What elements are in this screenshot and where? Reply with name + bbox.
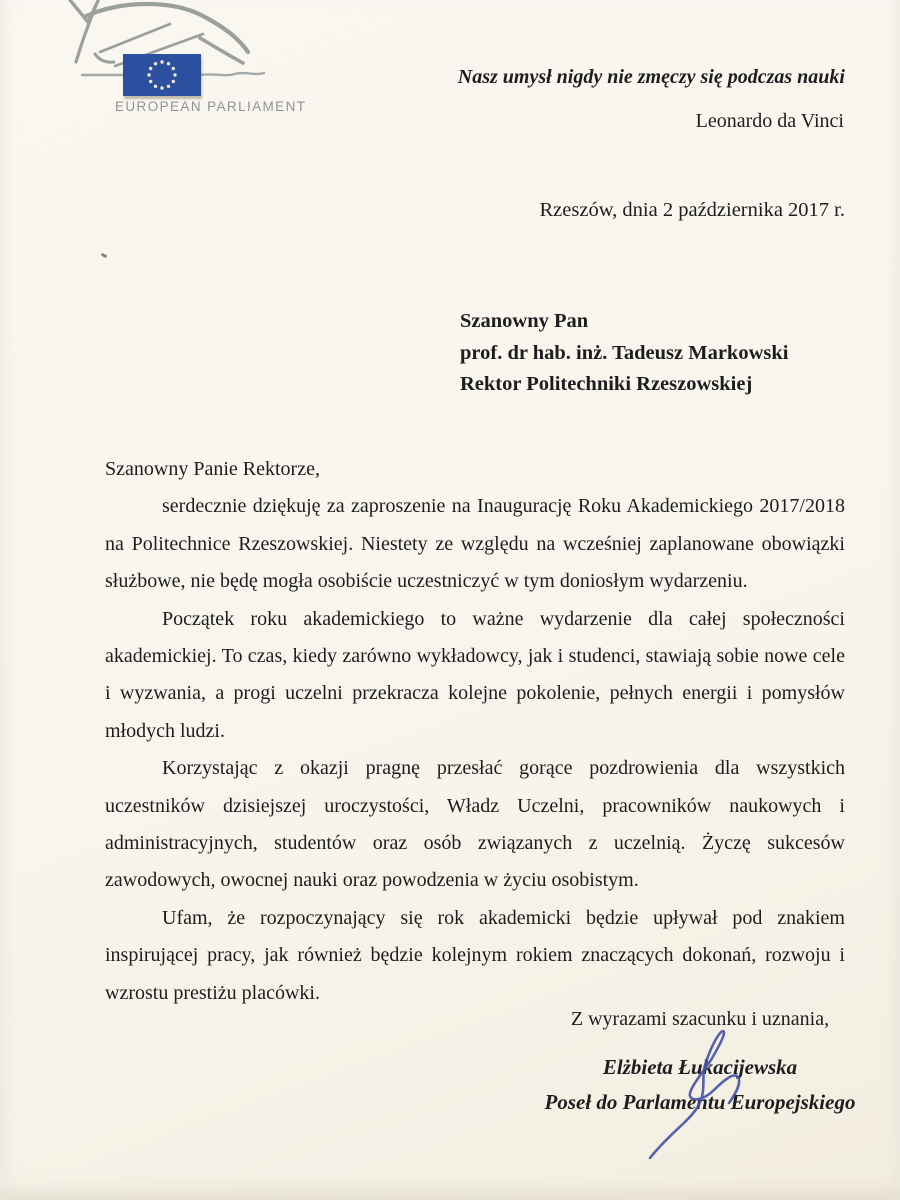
motto-attribution: Leonardo da Vinci	[695, 110, 844, 132]
handwritten-signature	[585, 1018, 775, 1173]
eu-flag-icon	[123, 54, 201, 96]
body-paragraph: serdecznie dziękuję za zaproszenie na Inaugurację Roku Akademickiego 2017/2018 na Politechnice Rzeszowskiej. Niestety ze względu na wcześniej zaplanowane obowiązki służbowe, nie będę mogła osobiście uczestniczyć w tym doniosłym wydarzeniu.	[105, 495, 845, 593]
dateline: Rzeszów, dnia 2 października 2017 r.	[539, 199, 845, 221]
recipient-honorific: Szanowny Pan	[460, 310, 589, 332]
recipient-name: prof. dr hab. inż. Tadeusz Markowski	[460, 341, 789, 364]
body-paragraph: Początek roku akademickiego to ważne wydarzenie dla całej społeczności akademickiej. To czas, kiedy zarówno wykładowcy, jak i studenci, stawiają sobie nowe cele i wyzwania, a progi uczelni przekracza kolejne pokolenie, pełnych energii i pomysłów młodych ludzi.	[105, 607, 845, 742]
scan-artifact-mark	[101, 253, 108, 258]
body-paragraph: Korzystając z okazji pragnę przesłać gorące pozdrowienia dla wszystkich uczestników dzisiejszej uroczystości, Władz Uczelni, pracowników naukowych i administracyjnych, studentów oraz osób związanych z uczelnią. Życzę sukcesów zawodowych, owocnej nauki oraz powodzenia w życiu osobistym.	[105, 757, 845, 892]
letter-body	[105, 451, 845, 1012]
recipient-block	[460, 306, 788, 401]
european-parliament-logo	[0, 0, 320, 140]
body-paragraph: Ufam, że rozpoczynający się rok akademicki będzie upływał pod znakiem inspirującej pracy, jak również będzie kolejnym rokiem znaczących dokonań, rozwoju i wzrostu prestiżu placówki.	[105, 906, 845, 1004]
signature-stroke	[650, 1031, 739, 1158]
eu-stars	[123, 54, 201, 96]
salutation: Szanowny Panie Rektorze,	[105, 458, 320, 480]
signer-name: Elżbieta Łukacijewska	[602, 1055, 798, 1079]
valediction: Z wyrazami szacunku i uznania,	[570, 1008, 830, 1030]
recipient-title: Rektor Politechniki Rzeszowskiej	[460, 373, 753, 395]
signer-title: Poseł do Parlamentu Europejskiego	[544, 1090, 856, 1114]
logo-caption: EUROPEAN PARLIAMENT	[115, 99, 307, 114]
motto-quote: Nasz umysł nigdy nie zmęczy się podczas nauki	[457, 66, 845, 88]
